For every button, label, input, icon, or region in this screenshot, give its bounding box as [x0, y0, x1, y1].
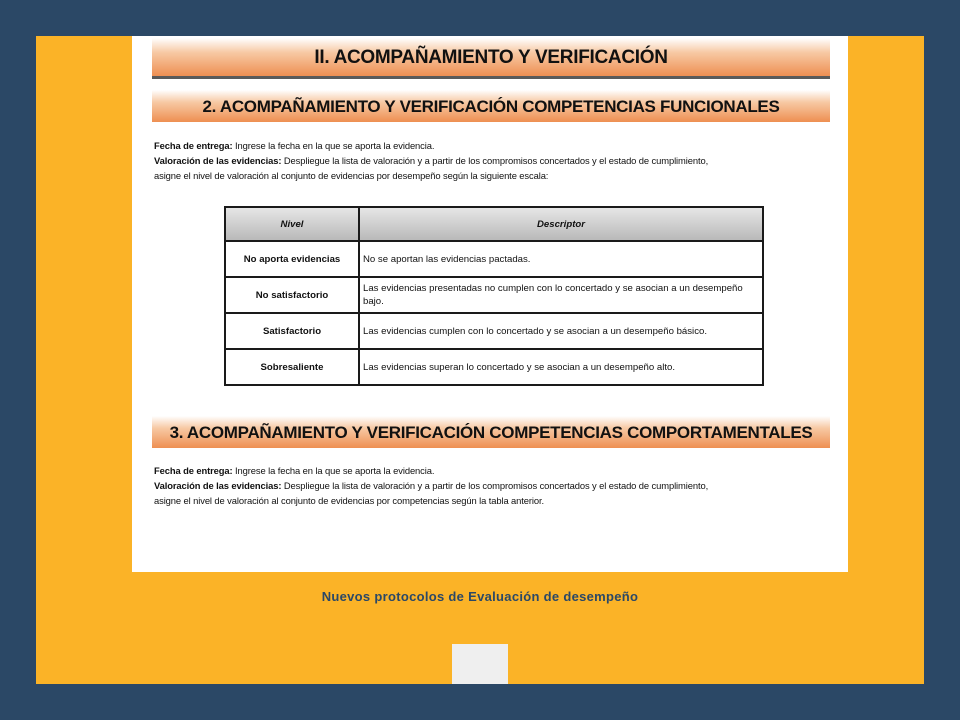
fecha-label: Fecha de entrega: — [154, 465, 233, 476]
document-image — [132, 36, 848, 572]
slide-caption: Nuevos protocolos de Evaluación de desempeño — [321, 589, 639, 604]
valoracion-text: Despliegue la lista de valoración y a partir de los compromisos concertados y el estado de cumplimiento, — [281, 480, 709, 491]
nivel-cell: No aporta evidencias — [225, 241, 359, 277]
table-row — [225, 313, 763, 349]
descriptor-cell: Las evidencias cumplen con lo concertado y se asocian a un desempeño básico. — [359, 313, 763, 349]
valoracion-text-cont: asigne el nivel de valoración al conjunto de evidencias por desempeño según la siguiente escala: — [154, 170, 549, 181]
section-title: II. ACOMPAÑAMIENTO Y VERIFICACIÓN — [152, 38, 830, 79]
table-row — [225, 277, 763, 313]
valoracion-label: Valoración de las evidencias: — [154, 480, 282, 491]
descriptor-cell: Las evidencias presentadas no cumplen con lo concertado y se asocian a un desempeño bajo. — [359, 277, 763, 313]
valoracion-text: Despliegue la lista de valoración y a partir de los compromisos concertados y el estado de cumplimiento, — [281, 155, 709, 166]
valoracion-label: Valoración de las evidencias: — [154, 155, 282, 166]
header-descriptor: Descriptor — [359, 207, 763, 241]
nivel-cell: Sobresaliente — [225, 349, 359, 385]
nivel-cell: Satisfactorio — [225, 313, 359, 349]
table-header-row — [225, 207, 763, 241]
instructions-behavioral — [154, 463, 834, 508]
fecha-text: Ingrese la fecha en la que se aporta la evidencia. — [232, 140, 435, 151]
valuation-scale-table — [224, 206, 764, 386]
instructions-functional — [154, 138, 834, 183]
subsection-title-behavioral: 3. ACOMPAÑAMIENTO Y VERIFICACIÓN COMPETENCIAS COMPORTAMENTALES — [152, 416, 830, 448]
fecha-text: Ingrese la fecha en la que se aporta la evidencia. — [232, 465, 435, 476]
fecha-label: Fecha de entrega: — [154, 140, 233, 151]
descriptor-cell: Las evidencias superan lo concertado y se asocian a un desempeño alto. — [359, 349, 763, 385]
nivel-cell: No satisfactorio — [225, 277, 359, 313]
descriptor-cell: No se aportan las evidencias pactadas. — [359, 241, 763, 277]
table-row — [225, 241, 763, 277]
subsection-title-functional: 2. ACOMPAÑAMIENTO Y VERIFICACIÓN COMPETENCIAS FUNCIONALES — [152, 90, 830, 122]
header-nivel: Nivel — [225, 207, 359, 241]
valoracion-text-cont: asigne el nivel de valoración al conjunto de evidencias por competencias según la tabla anterior. — [154, 495, 545, 506]
bottom-tab-marker — [452, 644, 508, 684]
table-row — [225, 349, 763, 385]
